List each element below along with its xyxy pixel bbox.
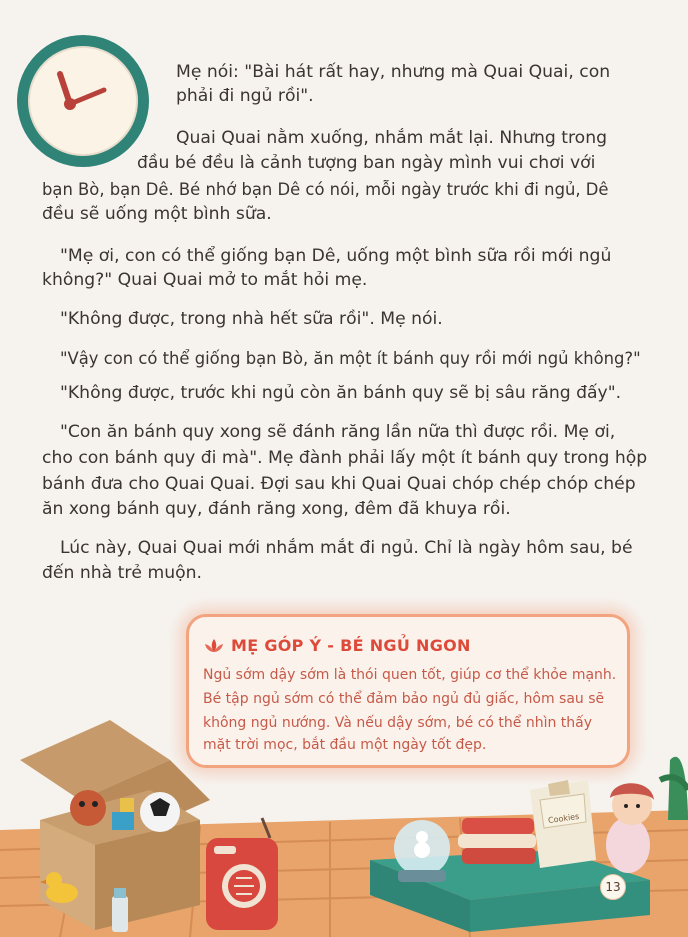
story-line: Quai Quai nằm xuống, nhắm mắt lại. Nhưng trong: [176, 128, 607, 148]
story-line: Lúc này, Quai Quai mới nhắm mắt đi ngủ. Chỉ là ngày hôm sau, bé: [60, 538, 633, 558]
story-line: phải đi ngủ rồi".: [176, 86, 314, 106]
story-line: đến nhà trẻ muộn.: [42, 563, 202, 583]
cookie-label: Cookies: [547, 811, 580, 826]
story-line: không?" Quai Quai mở to mắt hỏi mẹ.: [42, 270, 368, 290]
tip-title: MẸ GÓP Ý - BÉ NGỦ NGON: [231, 636, 471, 655]
cookie-bag: [530, 780, 596, 868]
page-number: 13: [600, 874, 626, 900]
story-line: đầu bé đều là cảnh tượng ban ngày mình vui chơi với: [137, 153, 596, 173]
story-line: "Không được, trong nhà hết sữa rồi". Mẹ nói.: [60, 309, 443, 329]
room-illustration: [0, 700, 688, 937]
lotus-icon: [203, 637, 225, 655]
story-line: đều sẽ uống một bình sữa.: [42, 204, 272, 224]
tip-line: Ngủ sớm dậy sớm là thói quen tốt, giúp cơ thể khỏe mạnh.: [203, 667, 617, 683]
story-line: ăn xong bánh quy, đánh răng xong, đêm đã khuya rồi.: [42, 499, 511, 519]
tip-line: Bé tập ngủ sớm có thể đảm bảo ngủ đủ giấc, hôm sau sẽ: [203, 691, 605, 707]
clock-icon: [14, 32, 152, 170]
tip-line: mặt trời mọc, bắt đầu một ngày tốt đẹp.: [203, 737, 487, 753]
story-line: "Mẹ ơi, con có thể giống bạn Dê, uống một bình sữa rồi mới ngủ: [60, 246, 612, 266]
story-line: bánh đưa cho Quai Quai. Đợi sau khi Quai Quai chóp chép chóp chép: [42, 474, 636, 494]
tip-line: không ngủ nướng. Và nếu dậy sớm, bé có thể nhìn thấy: [203, 715, 593, 731]
story-line: Mẹ nói: "Bài hát rất hay, nhưng mà Quai Quai, con: [176, 62, 611, 82]
story-line: bạn Bò, bạn Dê. Bé nhớ bạn Dê có nói, mỗi ngày trước khi đi ngủ, Dê: [42, 180, 609, 199]
story-line: "Con ăn bánh quy xong sẽ đánh răng lần nữa thì được rồi. Mẹ ơi,: [60, 422, 616, 442]
spray-bottle: [112, 888, 128, 932]
story-line: "Không được, trước khi ngủ còn ăn bánh quy sẽ bị sâu răng đấy".: [60, 383, 622, 403]
story-line: "Vậy con có thể giống bạn Bò, ăn một ít bánh quy rồi mới ngủ không?": [60, 349, 641, 368]
story-line: cho con bánh quy đi mà". Mẹ đành phải lấy một ít bánh quy trong hộp: [42, 448, 648, 468]
snow-globe: [394, 820, 450, 882]
plant: [660, 757, 688, 820]
folded-cloths: [458, 818, 536, 864]
